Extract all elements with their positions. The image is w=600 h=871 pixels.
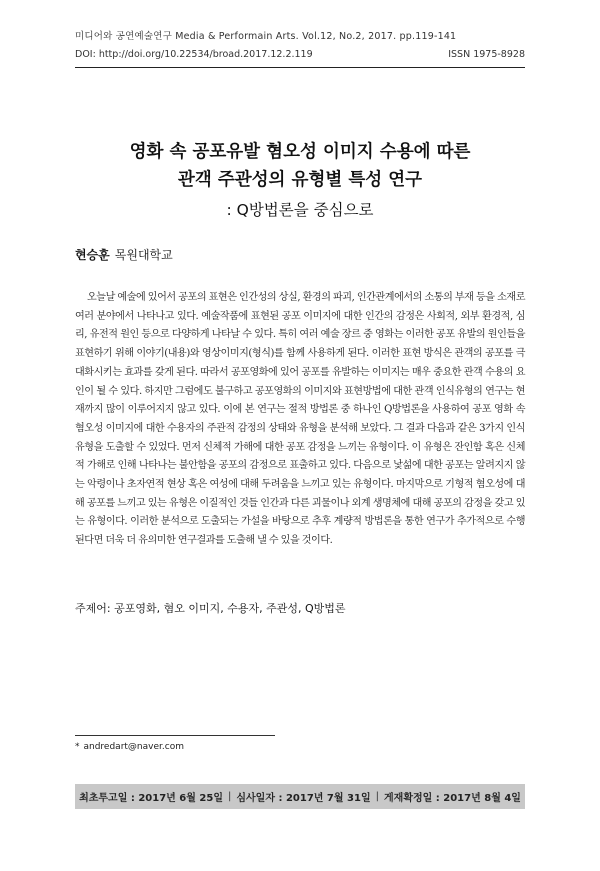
author-email[interactable]: andredart@naver.com [83,742,184,752]
paper-title-line-2: 관객 주관성의 유형별 특성 연구 [177,170,423,190]
date-bar [75,784,525,809]
paper-subtitle: : Q방법론을 중심으로 [226,201,374,219]
meta-row [75,48,525,61]
issn: ISSN 1975-8928 [448,49,525,60]
first-submitted-date: 최초투고일 : 2017년 6월 25일 [79,793,223,804]
journal-citation: 미디어와 공연예술연구 Media & Performain Arts. Vol.12, No.2, 2017. pp.119-141 [75,31,457,42]
abstract: 오늘날 예술에 있어서 공포의 표현은 인간성의 상실, 환경의 파괴, 인간관계에서의 소통의 부재 등을 소재로 여러 분야에서 나타나고 있다. 예술작품에 표현된 공포 이미지에 대한 인간의 감정은 사회적, 외부 환경적, 심리, 유전적 원인 등으로 다양하게 나타날 수 있다. 특히 여러 예술 장르 중 영화는 이러한 공포 유발의 원인들을 표현하기 위해 이야기(내용)와 영상이미지(형식)를 함께 사용하게 된다. 이러한 표현 방식은 관객의 공포를 극대화시키는 효과를 갖게 된다. 따라서 공포영화에 있어 공포를 유발하는 이미지는 매우 중요한 관객 수용의 요인이 될 수 있다. 하지만 그럼에도 불구하고 공포영화의 이미지와 표현방법에 대한 관객 인식유형의 연구는 현재까지 많이 이루어지지 않고 있다. 이에 본 연구는 절적 방법론 중 하나인 Q방법론을 사용하여 공포 영화 속 혐오성 이미지에 대한 수용자의 주관적 감정의 상태와 유형을 분석해 보았다. 그 결과 다음과 같은 3가지 인식 유형을 도출할 수 있었다. 먼저 신체적 가해에 대한 공포 감정을 느끼는 유형이다. 이 유형은 잔인함 혹은 신체적 가해로 인해 나타나는 불안함을 공포의 감정으로 표출하고 있다. 다음으로 낯섦에 대한 공포는 알려지지 않는 악령이나 초자연적 현상 혹은 여성에 대해 두려움을 느끼고 있는 유형이다. 마지막으로 기형적 혐오성에 대해 공포를 느끼고 있는 유형은 이질적인 것들 인간과 다른 괴물이나 외계 생명체에 대해 공포의 감정을 갖고 있는 유형이다. 이러한 분석으로 도출되는 가설을 바탕으로 추후 계량적 방법론을 통한 연구가 추가적으로 수행된다면 더욱 더 유의미한 연구결과를 도출해 낼 수 있을 것이다. [75,292,525,547]
paper-title-line-1: 영화 속 공포유발 혐오성 이미지 수용에 따른 [129,142,471,162]
author-name: 현승훈 [75,248,110,262]
keywords: 주제어: 공포영화, 혐오 이미지, 수용자, 주관성, Q방법론 [75,602,346,615]
title-block [60,138,540,224]
date-separator: | [375,791,379,802]
footnote-divider [75,735,275,736]
footnote [75,742,184,752]
author-line [75,246,173,263]
header-divider [75,67,525,68]
author-affiliation: 목원대학교 [114,248,173,262]
review-date: 심사일자 : 2017년 7월 31일 [236,793,371,804]
journal-header [75,30,525,61]
date-separator: | [227,791,232,802]
publication-confirmed-date: 게재확정일 : 2017년 8월 4일 [384,793,521,804]
footnote-mark: * [75,742,80,752]
doi-link[interactable]: DOI: http://doi.org/10.22534/broad.2017.12.2.119 [75,49,313,60]
